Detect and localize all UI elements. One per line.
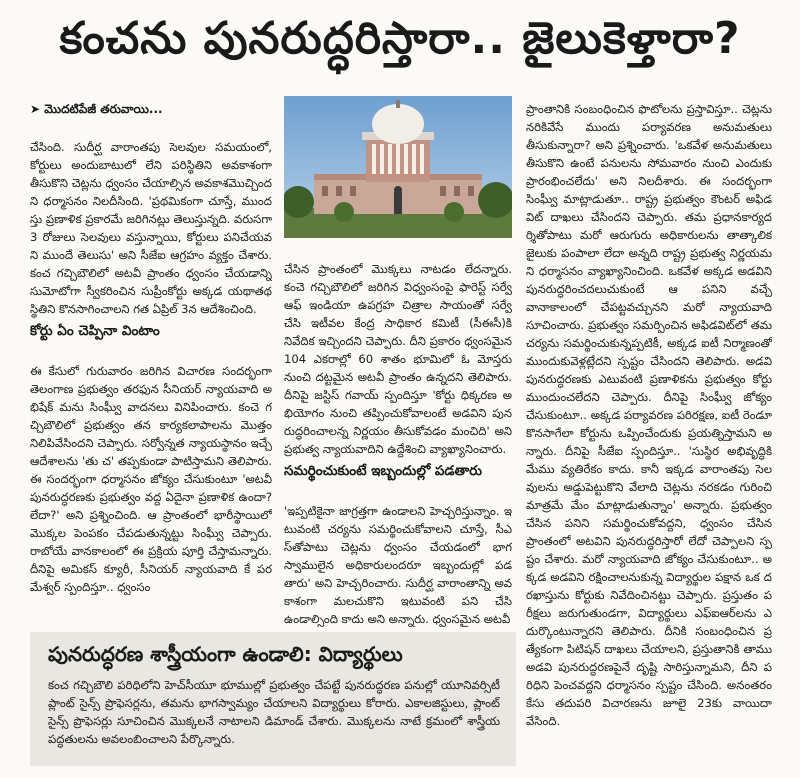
col1-paragraph-2: ఈ కేసులో గురువారం జరిగిన విచారణ సందర్భంగా తెలంగాణ ప్రభుత్వం తరఫున సీనియర్ న్యాయవాది అభిషేక్ మను సింఘ్వీ వాదనలు వినిపించారు. కంచె గచ్చిబౌలిలో ప్రభుత్వం తన కార్యకలాపాలను మొత్తం నిలిపివేసిందని చెప్పారు. సర్వోన్నత న్యాయస్థానం ఇచ్చే ఆదేశాలను 'తు చ' తప్పకుండా పాటిస్తామని తెలిపారు. ఈ సందర్భంగా ధర్మాసనం జోక్యం చేసుకుంటూ 'అటవీ పునరుద్ధరణకు ప్రభుత్వం వద్ద ఏదైనా ప్రణాళిక ఉందా? లేదా?' అని ప్రశ్నించింది. ఆ ప్రాంతంలో భారీస్థాయిలో మొక్కల పెంపకం చేపడుతున్నట్టు సింఘ్వీ చెప్పారు. రాబోయే వానకాలంలో ఈ ప్రక్రియ పూర్తి చేస్తామన్నారు. దీనిపై అమికస్ క్యూరీ, సీనియర్ న్యాయవాది కే పరమేశ్వర్ స్పందిస్తూ.. ధ్వంసం bbox=[30, 364, 272, 594]
continued-kicker: ➤ మొదటిపేజీ తరువాయి... bbox=[30, 102, 163, 116]
supreme-court-photo bbox=[284, 96, 512, 238]
col2-paragraph-2: 'ఇప్పటికైనా జాగ్రత్తగా ఉండాలని హెచ్చరిస్తున్నాం. ఇటువంటి చర్యను సమర్థించుకోవాలని చూస్తే, సీఎస్‌తోపాటు చెట్లను ధ్వంసం చేయడంలో భాగస్వాములైన అధికారులందరూ ఇబ్బందుల్లో పడతారు' అని హెచ్చరించారు. సుదీర్ఘ వారాంతాన్ని అవకాశంగా మలచుకొని ఇటువంటి పని చేసి ఉండాల్సింది కాదు అని అన్నారు. ధ్వంసమైన అటవీ bbox=[284, 504, 512, 626]
sidebar-body: కంచ గచ్చిబౌలి పరిధిలోని హెచ్‌సీయూ భూముల్లో ప్రభుత్వం చేపట్టే పునరుద్ధరణ పనుల్లో యూనివర్సిటీ ప్లాంట్ సైన్స్ ప్రొఫెసర్లను, తమను భాగస్వామ్యం చేయాలని విద్యార్థులు కోరారు. ఎకాలజిస్టులు, ప్లాంట్ సైన్స్ ప్రొఫెసర్లు సూచించిన మొక్కలనే నాటాలని డిమాండ్ చేశారు. మొక్కలను నాటే క్రమంలో శాస్త్రీయ పద్ధతులను అవలంబించాలని పేర్కొన్నారు. bbox=[48, 678, 500, 746]
subheading-defending-trouble: సమర్థించుకుంటే ఇబ్బందుల్లో పడతారు bbox=[284, 463, 482, 479]
article-column-1 bbox=[30, 82, 272, 630]
sidebar-title: పునరుద్ధరణ శాస్త్రీయంగా ఉండాలి: విద్యార్థులు bbox=[48, 642, 403, 666]
article-column-3 bbox=[526, 82, 772, 770]
col1-paragraph-1: చేసింది. సుదీర్ఘ వారాంతపు సెలవుల సమయంలో, కోర్టులు అందుబాటులో లేని పరిస్థితిని అవకాశంగా తీసుకొని చెట్లను ధ్వంసం చేయాల్సిన అవకాశమొచ్చిందని ధర్మాసనం నిలదీసింది. 'ప్రథమికంగా చూస్తే, ముందస్తు ప్రణాళిక ప్రకారమే జరిగినట్లు తెలుస్తున్నది. వరుసగా 3 రోజులు సెలవులు వస్తున్నాయి, కోర్టులు పనిచేయవని ముందే తెలుసు' అని సీజేఐ ఆగ్రహం వ్యక్తం చేశారు. కంచ గచ్చిబౌలిలో అటవీ ప్రాంతం ధ్వంసం చేయడాన్ని సుమోటోగా స్వీకరించిన సుప్రీంకోర్టు అక్కడ యథాతథ స్థితిని కొనసాగించాలని గత ఏప్రిల్ 3న ఆదేశించింది. bbox=[30, 140, 272, 316]
col2-paragraph-1: చేసిన ప్రాంతంలో మొక్కలు నాటడం లేదన్నారు. కంచె గచ్చిబౌలిలో జరిగిన విధ్వంసంపై ఫారెస్ట్ సర్వే ఆఫ్ ఇండియా ఉపగ్రహ చిత్రాల సాయంతో సర్వే చేసి ఇటీవల కేంద్ర సాధికార కమిటీ (సీఈసీ)కి నివేదిక ఇచ్చిందని చెప్పారు. దీని ప్రకారం ధ్వంసమైన 104 ఎకరాల్లో 60 శాతం భూమిలో ఓ మోస్తరు నుంచి దట్టమైన అటవీ ప్రాంతం ఉన్నదని తెలిపారు. దీనిపై జస్టిస్ గవాయ్ స్పందిస్తూ 'కోర్టు ధిక్కరణ అభియోగం నుంచి తప్పించుకోవాలంటే అడవిని పునరుద్ధరించాలన్న నిర్ణయం తీసుకోవడం మంచిది' అని ప్రభుత్వ న్యాయవాదిని ఉద్దేశించి వ్యాఖ్యానించారు. bbox=[284, 262, 512, 456]
subheading-court-will-listen: కోర్టు ఏం చెప్పినా వింటాం bbox=[30, 323, 160, 339]
col3-paragraph-1: ప్రాంతానికి సంబంధించిన ఫొటోలను ప్రస్తావిస్తూ.. చెట్లను నరికివేసే ముందు పర్యావరణ అనుమతులు తీసుకున్నారా? అని ప్రశ్నించారు. 'ఒకవేళ అనుమతులు తీసుకొని ఉంటే పనులను సోమవారం నుంచి ఎందుకు ప్రారంభించలేదు' అని నిలదీశారు. ఈ సందర్భంగా సింఘ్వీ మాట్లాడుతూ.. రాష్ట్ర ప్రభుత్వం కౌంటర్ అఫిడవిట్ దాఖలు చేసిందని చెప్పారు. తమ ప్రధానకార్యదర్శితోపాటు మరో ఆరుగురు అధికారులను తాత్కాలిక జైలుకు పంపాలా లేదా అన్నది రాష్ట్ర ప్రభుత్వ నిర్ణయమని ధర్మాసనం వ్యాఖ్యానించింది. ఒకవేళ అక్కడ అడవిని పునరుద్ధరించదలుచుకుంటే ఆ పనిని వచ్చే వానాకాలంలో చేపట్టవచ్చునని మరో న్యాయవాది సూచించారు. ప్రభుత్వం సమర్పించిన అఫిడవిట్‌లో తమ చర్యను సమర్థించుకున్నప్పటికీ, అక్కడ ఐటీ నిర్మాణంతో ముందుకువెళ్లట్లేదని స్పష్టం చేసిందని తెలిపారు. అడవి పునరుద్ధరణకు ఎటువంటి ప్రణాళికను ప్రభుత్వం కోర్టు ముందుంచలేదని చెప్పారు. దీనిపై సింఘ్వీ జోక్యం చేసుకుంటూ.. అక్కడ పర్యావరణ పరిరక్షణ, ఐటీ రెండూ కొనసాగేలా కోర్టును ఒప్పించేందుకు ప్రయత్నిస్తామని అన్నారు. దీనిపై సీజేఐ స్పందిస్తూ.. 'సుస్థిర అభివృద్ధికి మేము వ్యతిరేకం కాదు. కానీ ఇక్కడ వారాంతపు సెలవులను అడ్డుపెట్టుకొని వేలాది చెట్లను నరకడం గురించి మాత్రమే మేం మాట్లాడుతున్నాం' అన్నారు. ప్రభుత్వం చేసిన పనిని సమర్థించుకోవద్దని, ధ్వంసం చేసిన ప్రాంతంలో అటవిని పునరుద్ధరిస్తారో లేదో చెప్పాలని స్పష్టం చేశారు. మరో న్యాయవాది జోక్యం చేసుకుంటూ.. అక్కడ అడవిని రక్షించాలనుకున్న విద్యార్థుల పక్షాన ఒక దరఖాస్తును కోర్టుకు నివేదించినట్టు చెప్పారు. ప్రస్తుతం పరీక్షలు జరుగుతుండగా, విద్యార్థులు ఎఫ్‌ఐఆర్‌లను ఎదుర్కొంటున్నారని తెలిపారు. దీనికి సంబంధించిన ప్రత్యేకంగా పిటిషన్ దాఖలు చేయాలని, ప్రస్తుతానికి తాము అడవి పునరుద్ధరణపైనే దృష్టి సారిస్తున్నామని, దీని పరిధిని పెంచవద్దని ధర్మాసనం స్పష్టం చేసింది. అనంతరం కేసు తదుపరి విచారణను జూలై 23కు వాయిదా వేసింది. bbox=[526, 102, 772, 728]
students-sidebar-box bbox=[30, 632, 516, 766]
article-column-2 bbox=[284, 242, 512, 628]
headline: కంచను పునరుద్ధరిస్తారా.. జైలుకెళ్తారా? bbox=[59, 13, 741, 64]
